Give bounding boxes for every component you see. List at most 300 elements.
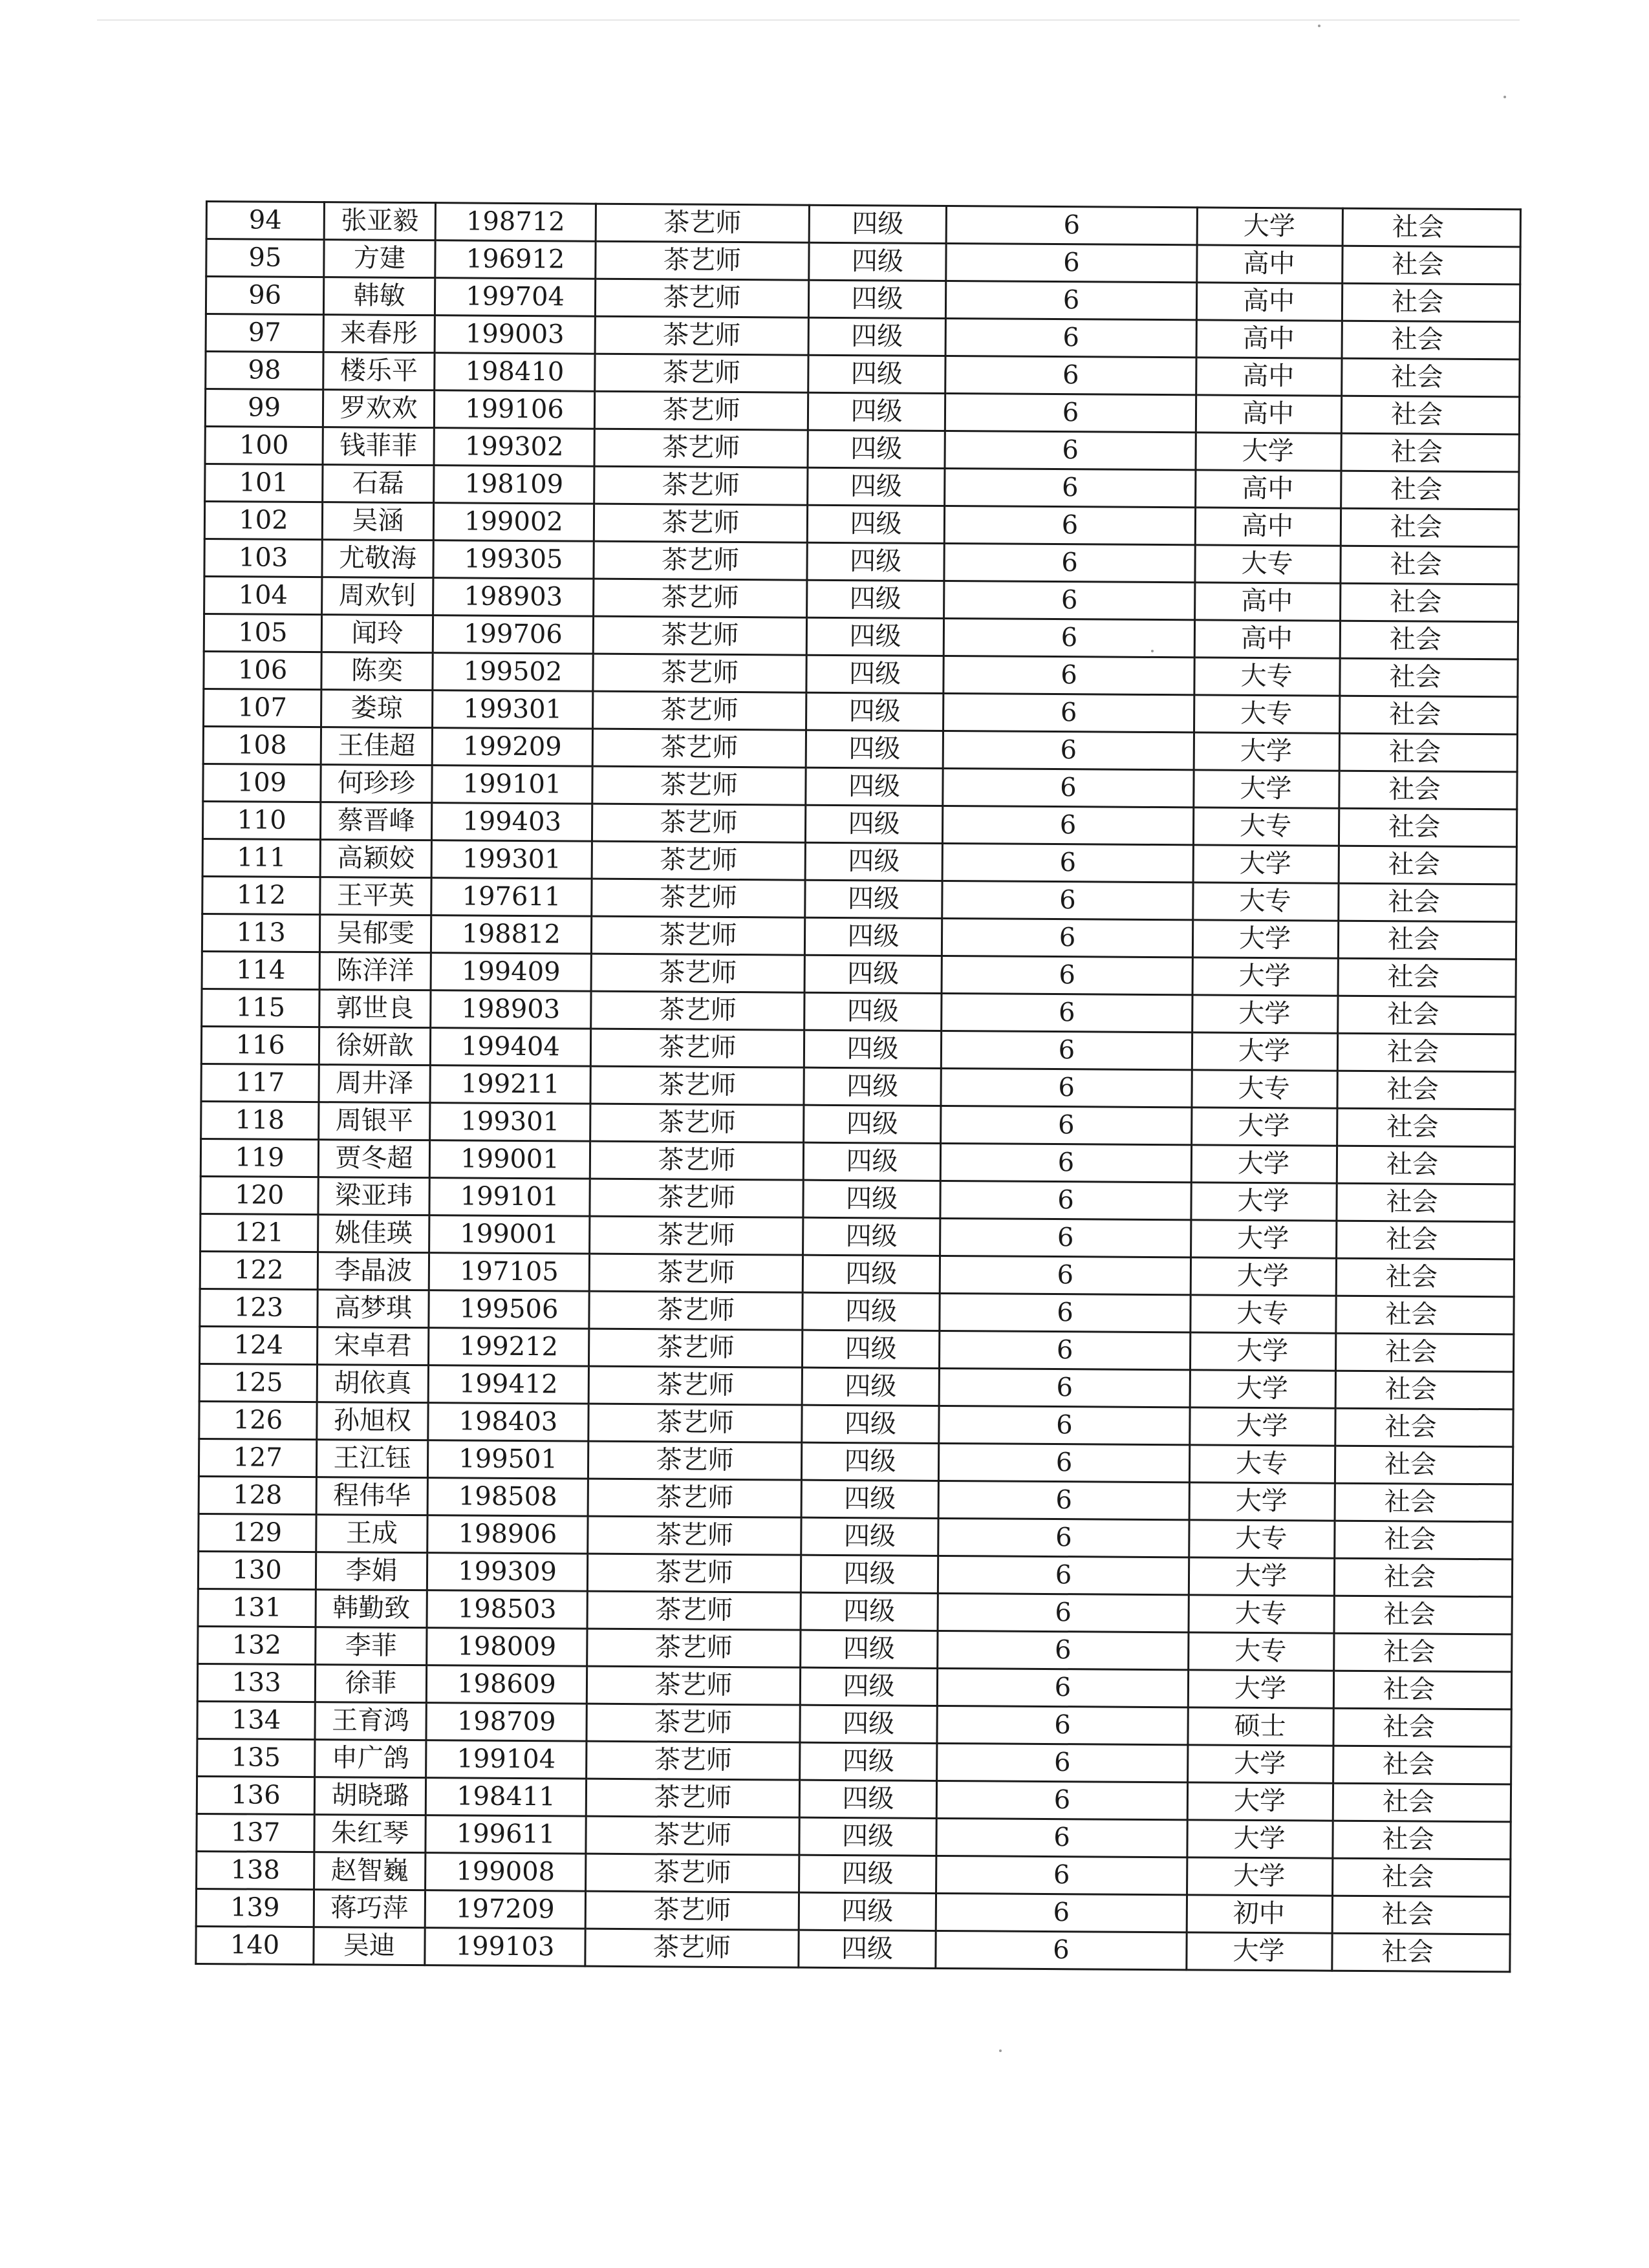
cell-period: 6 [936, 1893, 1187, 1932]
cell-birth: 198503 [427, 1590, 587, 1629]
cell-number: 110 [202, 801, 320, 839]
cell-number: 115 [202, 989, 319, 1027]
cell-source: 社会 [1332, 1933, 1510, 1972]
cell-occupation: 茶艺师 [585, 1891, 799, 1930]
cell-number: 104 [204, 576, 322, 614]
cell-period: 6 [939, 1331, 1190, 1369]
cell-education: 大学 [1191, 1257, 1336, 1296]
cell-birth: 199305 [433, 540, 594, 579]
cell-level: 四级 [799, 1817, 936, 1856]
cell-source: 社会 [1339, 733, 1517, 772]
cell-level: 四级 [804, 1105, 941, 1143]
cell-occupation: 茶艺师 [589, 1254, 803, 1292]
cell-level: 四级 [801, 1442, 938, 1481]
cell-name: 方建 [324, 240, 435, 278]
cell-number: 121 [200, 1214, 318, 1252]
cell-occupation: 茶艺师 [592, 804, 805, 842]
cell-period: 6 [942, 843, 1193, 882]
cell-name: 吴迪 [314, 1927, 425, 1965]
cell-education: 大学 [1187, 1857, 1333, 1896]
cell-name: 王育鸿 [315, 1702, 426, 1740]
cell-level: 四级 [808, 355, 945, 393]
cell-level: 四级 [806, 692, 943, 731]
cell-number: 129 [199, 1514, 316, 1552]
cell-occupation: 茶艺师 [587, 1704, 800, 1742]
cell-period: 6 [941, 1031, 1192, 1069]
cell-level: 四级 [799, 1780, 936, 1818]
cell-occupation: 茶艺师 [592, 879, 805, 917]
cell-source: 社会 [1337, 1221, 1514, 1259]
cell-name: 王成 [316, 1515, 427, 1553]
cell-period: 6 [938, 1631, 1189, 1669]
cell-occupation: 茶艺师 [587, 1591, 801, 1630]
cell-birth: 199003 [435, 316, 595, 354]
cell-number: 117 [201, 1064, 319, 1102]
cell-birth: 199403 [431, 803, 592, 842]
cell-occupation: 茶艺师 [590, 1216, 803, 1255]
scan-edge-line [97, 19, 1520, 21]
cell-education: 大学 [1192, 995, 1338, 1033]
cell-level: 四级 [806, 730, 943, 768]
cell-level: 四级 [806, 617, 943, 656]
cell-occupation: 茶艺师 [593, 691, 806, 730]
cell-occupation: 茶艺师 [590, 1066, 804, 1105]
cell-occupation: 茶艺师 [596, 241, 809, 280]
cell-name: 申广鸽 [315, 1740, 426, 1778]
cell-occupation: 茶艺师 [588, 1329, 802, 1367]
cell-birth: 197105 [429, 1253, 589, 1292]
cell-source: 社会 [1342, 246, 1520, 284]
cell-education: 大专 [1195, 545, 1341, 583]
cell-occupation: 茶艺师 [586, 1816, 799, 1855]
cell-name: 周井泽 [319, 1065, 430, 1103]
cell-birth: 198906 [427, 1515, 588, 1554]
cell-level: 四级 [805, 842, 942, 881]
cell-level: 四级 [801, 1592, 938, 1631]
cell-occupation: 茶艺师 [590, 1104, 804, 1142]
cell-number: 105 [204, 614, 321, 652]
cell-name: 娄琼 [321, 690, 433, 728]
cell-birth: 199506 [429, 1290, 589, 1329]
cell-name: 梁亚玮 [318, 1177, 429, 1215]
cell-birth: 198903 [431, 990, 591, 1029]
cell-number: 127 [199, 1439, 316, 1477]
cell-number: 114 [202, 951, 319, 989]
cell-number: 99 [205, 389, 323, 427]
cell-occupation: 茶艺师 [595, 354, 808, 392]
cell-education: 大专 [1189, 1445, 1335, 1483]
cell-name: 朱红琴 [314, 1815, 426, 1853]
cell-education: 高中 [1196, 358, 1342, 396]
cell-source: 社会 [1339, 846, 1516, 884]
cell-period: 6 [945, 431, 1196, 469]
cell-education: 大学 [1196, 433, 1341, 471]
cell-birth: 197611 [431, 878, 592, 917]
cell-level: 四级 [803, 1180, 940, 1218]
cell-birth: 199209 [432, 728, 592, 767]
cell-name: 高梦琪 [318, 1290, 429, 1328]
cell-birth: 198508 [427, 1478, 588, 1517]
cell-name: 楼乐平 [323, 352, 435, 390]
cell-birth: 199212 [429, 1328, 589, 1367]
cell-name: 王江钰 [316, 1440, 427, 1478]
cell-period: 6 [943, 768, 1194, 807]
cell-source: 社会 [1335, 1483, 1513, 1522]
cell-name: 贾冬超 [318, 1140, 429, 1178]
cell-period: 6 [938, 1481, 1189, 1519]
cell-source: 社会 [1340, 621, 1518, 659]
cell-source: 社会 [1340, 658, 1518, 697]
cell-occupation: 茶艺师 [590, 1029, 804, 1067]
cell-number: 98 [206, 352, 323, 390]
cell-level: 四级 [806, 655, 943, 693]
cell-number: 131 [198, 1589, 316, 1627]
cell-education: 大学 [1192, 920, 1338, 958]
cell-birth: 199412 [428, 1365, 588, 1404]
scan-speck [1318, 25, 1320, 27]
scan-speck [999, 2049, 1002, 2052]
cell-source: 社会 [1341, 546, 1518, 584]
cell-education: 高中 [1196, 470, 1341, 508]
cell-number: 113 [202, 914, 319, 952]
cell-source: 社会 [1334, 1596, 1512, 1634]
cell-number: 133 [197, 1664, 315, 1702]
cell-period: 6 [942, 881, 1193, 919]
cell-source: 社会 [1337, 1183, 1514, 1222]
cell-level: 四级 [805, 880, 942, 918]
cell-source: 社会 [1337, 1146, 1514, 1184]
cell-period: 6 [945, 318, 1196, 357]
cell-education: 大学 [1190, 1407, 1335, 1446]
cell-source: 社会 [1341, 583, 1518, 622]
cell-education: 大专 [1189, 1520, 1335, 1558]
cell-source: 社会 [1333, 1783, 1511, 1822]
cell-level: 四级 [802, 1330, 939, 1368]
cell-name: 宋卓君 [318, 1327, 429, 1365]
cell-education: 大学 [1197, 208, 1342, 246]
cell-number: 128 [199, 1476, 316, 1514]
cell-occupation: 茶艺师 [586, 1854, 799, 1892]
cell-level: 四级 [807, 580, 944, 618]
cell-education: 大学 [1189, 1557, 1334, 1596]
cell-education: 初中 [1187, 1895, 1332, 1933]
cell-period: 6 [936, 1818, 1187, 1857]
cell-level: 四级 [807, 542, 944, 581]
cell-occupation: 茶艺师 [587, 1554, 801, 1592]
cell-education: 大学 [1187, 1820, 1333, 1858]
cell-occupation: 茶艺师 [592, 729, 806, 767]
cell-education: 大学 [1190, 1370, 1335, 1408]
cell-source: 社会 [1341, 396, 1519, 434]
cell-level: 四级 [808, 280, 945, 318]
cell-level: 四级 [803, 1292, 940, 1331]
cell-occupation: 茶艺师 [594, 466, 808, 505]
cell-number: 102 [204, 502, 322, 540]
cell-period: 6 [937, 1668, 1188, 1707]
cell-birth: 199001 [429, 1140, 590, 1179]
cell-name: 姚佳瑛 [318, 1215, 429, 1253]
cell-name: 尤敬海 [322, 540, 433, 578]
cell-occupation: 茶艺师 [594, 579, 807, 617]
cell-education: 大学 [1191, 1145, 1337, 1183]
cell-name: 程伟华 [316, 1477, 427, 1515]
cell-number: 123 [200, 1289, 318, 1327]
cell-level: 四级 [804, 1067, 941, 1106]
cell-birth: 199301 [433, 690, 593, 729]
cell-birth: 199301 [430, 1103, 590, 1142]
cell-source: 社会 [1335, 1408, 1513, 1447]
cell-education: 高中 [1197, 245, 1342, 283]
cell-birth: 199106 [434, 390, 594, 429]
cell-name: 张亚毅 [324, 202, 435, 241]
cell-education: 大学 [1188, 1670, 1333, 1708]
cell-education: 大学 [1191, 1220, 1337, 1258]
cell-number: 124 [200, 1326, 318, 1364]
cell-source: 社会 [1339, 771, 1517, 809]
cell-name: 孙旭权 [317, 1402, 428, 1440]
cell-education: 高中 [1196, 395, 1341, 433]
cell-level: 四级 [802, 1367, 939, 1406]
cell-education: 高中 [1195, 508, 1341, 546]
cell-source: 社会 [1333, 1858, 1511, 1897]
cell-period: 6 [940, 1143, 1191, 1182]
cell-education: 大专 [1192, 1070, 1337, 1108]
cell-number: 101 [205, 464, 323, 502]
cell-number: 111 [202, 839, 320, 877]
cell-number: 134 [197, 1701, 315, 1739]
cell-name: 钱菲菲 [323, 427, 434, 465]
cell-source: 社会 [1341, 471, 1519, 509]
cell-level: 四级 [804, 917, 942, 956]
cell-source: 社会 [1335, 1446, 1513, 1484]
cell-level: 四级 [801, 1517, 938, 1556]
cell-level: 四级 [804, 992, 942, 1031]
cell-number: 135 [197, 1738, 315, 1777]
cell-birth: 199502 [433, 653, 593, 692]
cell-period: 6 [936, 1781, 1187, 1819]
cell-name: 何珍珍 [321, 765, 432, 803]
cell-education: 大专 [1193, 883, 1339, 921]
cell-source: 社会 [1338, 996, 1516, 1034]
roster-table [195, 200, 1522, 1973]
cell-level: 四级 [804, 955, 942, 993]
cell-name: 吴郁雯 [319, 915, 431, 953]
cell-source: 社会 [1332, 1896, 1510, 1934]
cell-education: 大专 [1191, 1295, 1336, 1333]
cell-source: 社会 [1337, 1108, 1515, 1147]
cell-number: 132 [198, 1626, 316, 1664]
roster-sheet [195, 200, 1522, 1973]
cell-occupation: 茶艺师 [591, 954, 804, 992]
cell-education: 大学 [1187, 1932, 1332, 1971]
cell-name: 高颖姣 [320, 840, 431, 878]
cell-education: 高中 [1196, 283, 1342, 321]
cell-name: 闻玲 [321, 615, 433, 653]
cell-education: 大专 [1193, 808, 1339, 846]
cell-number: 118 [201, 1101, 319, 1139]
cell-birth: 196912 [435, 241, 596, 279]
cell-occupation: 茶艺师 [588, 1441, 801, 1480]
cell-education: 大专 [1189, 1595, 1334, 1633]
cell-name: 李菲 [316, 1627, 427, 1665]
cell-name: 胡晓璐 [314, 1777, 426, 1815]
cell-period: 6 [938, 1518, 1189, 1557]
cell-number: 97 [206, 314, 323, 352]
cell-education: 大学 [1188, 1745, 1333, 1783]
cell-education: 大学 [1191, 1182, 1337, 1221]
cell-level: 四级 [806, 767, 943, 806]
cell-source: 社会 [1335, 1371, 1513, 1409]
cell-period: 6 [945, 281, 1196, 319]
cell-occupation: 茶艺师 [594, 504, 807, 542]
cell-source: 社会 [1338, 958, 1516, 997]
cell-period: 6 [936, 1856, 1187, 1894]
cell-name: 蔡晋峰 [320, 802, 431, 840]
cell-name: 王佳超 [321, 727, 432, 765]
table-row [196, 1926, 1510, 1971]
cell-birth: 198812 [431, 915, 591, 954]
cell-number: 103 [204, 539, 322, 577]
cell-birth: 199001 [429, 1215, 590, 1254]
cell-occupation: 茶艺师 [595, 316, 808, 355]
cell-level: 四级 [808, 467, 945, 506]
cell-birth: 199404 [430, 1028, 590, 1067]
cell-occupation: 茶艺师 [587, 1629, 801, 1667]
cell-occupation: 茶艺师 [588, 1479, 801, 1517]
cell-number: 137 [197, 1813, 314, 1852]
cell-source: 社会 [1342, 321, 1520, 359]
cell-education: 大学 [1192, 1107, 1337, 1146]
cell-number: 108 [203, 726, 321, 764]
cell-birth: 199002 [433, 503, 594, 542]
cell-source: 社会 [1339, 808, 1516, 847]
cell-number: 119 [200, 1139, 318, 1177]
cell-number: 136 [197, 1776, 314, 1814]
cell-education: 大学 [1192, 1032, 1337, 1071]
cell-source: 社会 [1333, 1821, 1511, 1859]
cell-occupation: 茶艺师 [586, 1779, 799, 1817]
cell-source: 社会 [1334, 1633, 1512, 1672]
cell-occupation: 茶艺师 [591, 991, 804, 1030]
cell-name: 李晶波 [318, 1252, 429, 1290]
cell-name: 陈洋洋 [319, 952, 431, 990]
cell-name: 胡依真 [317, 1365, 428, 1403]
cell-name: 罗欢欢 [323, 390, 434, 428]
cell-period: 6 [938, 1443, 1189, 1482]
cell-number: 116 [201, 1026, 319, 1064]
cell-birth: 199104 [426, 1740, 587, 1779]
cell-source: 社会 [1337, 1071, 1515, 1109]
cell-number: 139 [196, 1888, 314, 1927]
cell-level: 四级 [801, 1630, 938, 1668]
cell-name: 王平英 [320, 877, 431, 915]
cell-occupation: 茶艺师 [585, 1929, 799, 1967]
cell-period: 6 [940, 1218, 1191, 1257]
cell-birth: 198009 [427, 1628, 587, 1667]
cell-number: 122 [200, 1251, 318, 1289]
cell-number: 125 [199, 1364, 317, 1402]
cell-number: 120 [200, 1176, 318, 1214]
cell-occupation: 茶艺师 [596, 204, 809, 242]
cell-source: 社会 [1337, 1033, 1515, 1072]
cell-occupation: 茶艺师 [595, 279, 808, 317]
cell-birth: 199309 [427, 1553, 587, 1592]
cell-education: 高中 [1196, 320, 1342, 358]
cell-source: 社会 [1341, 433, 1519, 472]
cell-period: 6 [940, 1293, 1191, 1332]
cell-name: 徐妍歆 [319, 1027, 430, 1065]
cell-occupation: 茶艺师 [594, 391, 808, 430]
cell-source: 社会 [1334, 1558, 1512, 1597]
cell-number: 107 [204, 689, 321, 727]
cell-birth: 198109 [434, 465, 594, 504]
cell-education: 大学 [1192, 957, 1338, 996]
cell-source: 社会 [1341, 508, 1518, 547]
cell-level: 四级 [800, 1742, 937, 1781]
cell-period: 6 [936, 1931, 1187, 1969]
cell-level: 四级 [799, 1930, 936, 1968]
cell-name: 石磊 [323, 465, 434, 503]
cell-period: 6 [941, 1106, 1192, 1144]
cell-level: 四级 [807, 505, 944, 543]
cell-occupation: 茶艺师 [593, 654, 806, 692]
cell-period: 6 [940, 1256, 1191, 1294]
cell-occupation: 茶艺师 [587, 1666, 800, 1705]
cell-period: 6 [937, 1706, 1188, 1744]
cell-occupation: 茶艺师 [590, 1179, 803, 1217]
cell-birth: 198403 [428, 1403, 588, 1442]
cell-education: 大学 [1194, 733, 1339, 771]
cell-level: 四级 [803, 1142, 940, 1181]
cell-birth: 199008 [426, 1853, 586, 1892]
cell-number: 106 [204, 651, 321, 689]
cell-birth: 199501 [427, 1440, 588, 1479]
cell-name: 韩勤致 [316, 1590, 427, 1628]
cell-birth: 199101 [432, 765, 592, 804]
cell-period: 6 [945, 356, 1196, 394]
cell-level: 四级 [804, 1030, 941, 1068]
cell-occupation: 茶艺师 [588, 1516, 801, 1555]
cell-education: 大学 [1193, 845, 1339, 883]
cell-birth: 199409 [431, 953, 591, 992]
cell-education: 大学 [1187, 1782, 1333, 1821]
cell-education: 大专 [1194, 695, 1340, 733]
cell-period: 6 [943, 656, 1194, 694]
cell-source: 社会 [1333, 1671, 1511, 1709]
scan-speck [1503, 96, 1506, 98]
cell-level: 四级 [800, 1667, 937, 1706]
cell-name: 郭世良 [319, 990, 431, 1028]
cell-period: 6 [943, 731, 1194, 769]
cell-source: 社会 [1342, 283, 1520, 322]
cell-source: 社会 [1342, 208, 1520, 247]
cell-education: 高中 [1195, 583, 1341, 621]
cell-period: 6 [944, 506, 1195, 544]
cell-period: 6 [938, 1593, 1189, 1632]
cell-level: 四级 [808, 430, 945, 468]
cell-period: 6 [938, 1556, 1189, 1594]
cell-level: 四级 [801, 1555, 938, 1593]
cell-name: 来春彤 [323, 315, 435, 353]
cell-level: 四级 [803, 1255, 940, 1293]
cell-education: 大专 [1189, 1632, 1334, 1671]
cell-source: 社会 [1336, 1258, 1514, 1297]
cell-birth: 199101 [429, 1178, 590, 1217]
cell-education: 大专 [1194, 658, 1340, 696]
cell-occupation: 茶艺师 [590, 1141, 803, 1180]
cell-period: 6 [943, 618, 1194, 657]
cell-level: 四级 [800, 1705, 937, 1743]
